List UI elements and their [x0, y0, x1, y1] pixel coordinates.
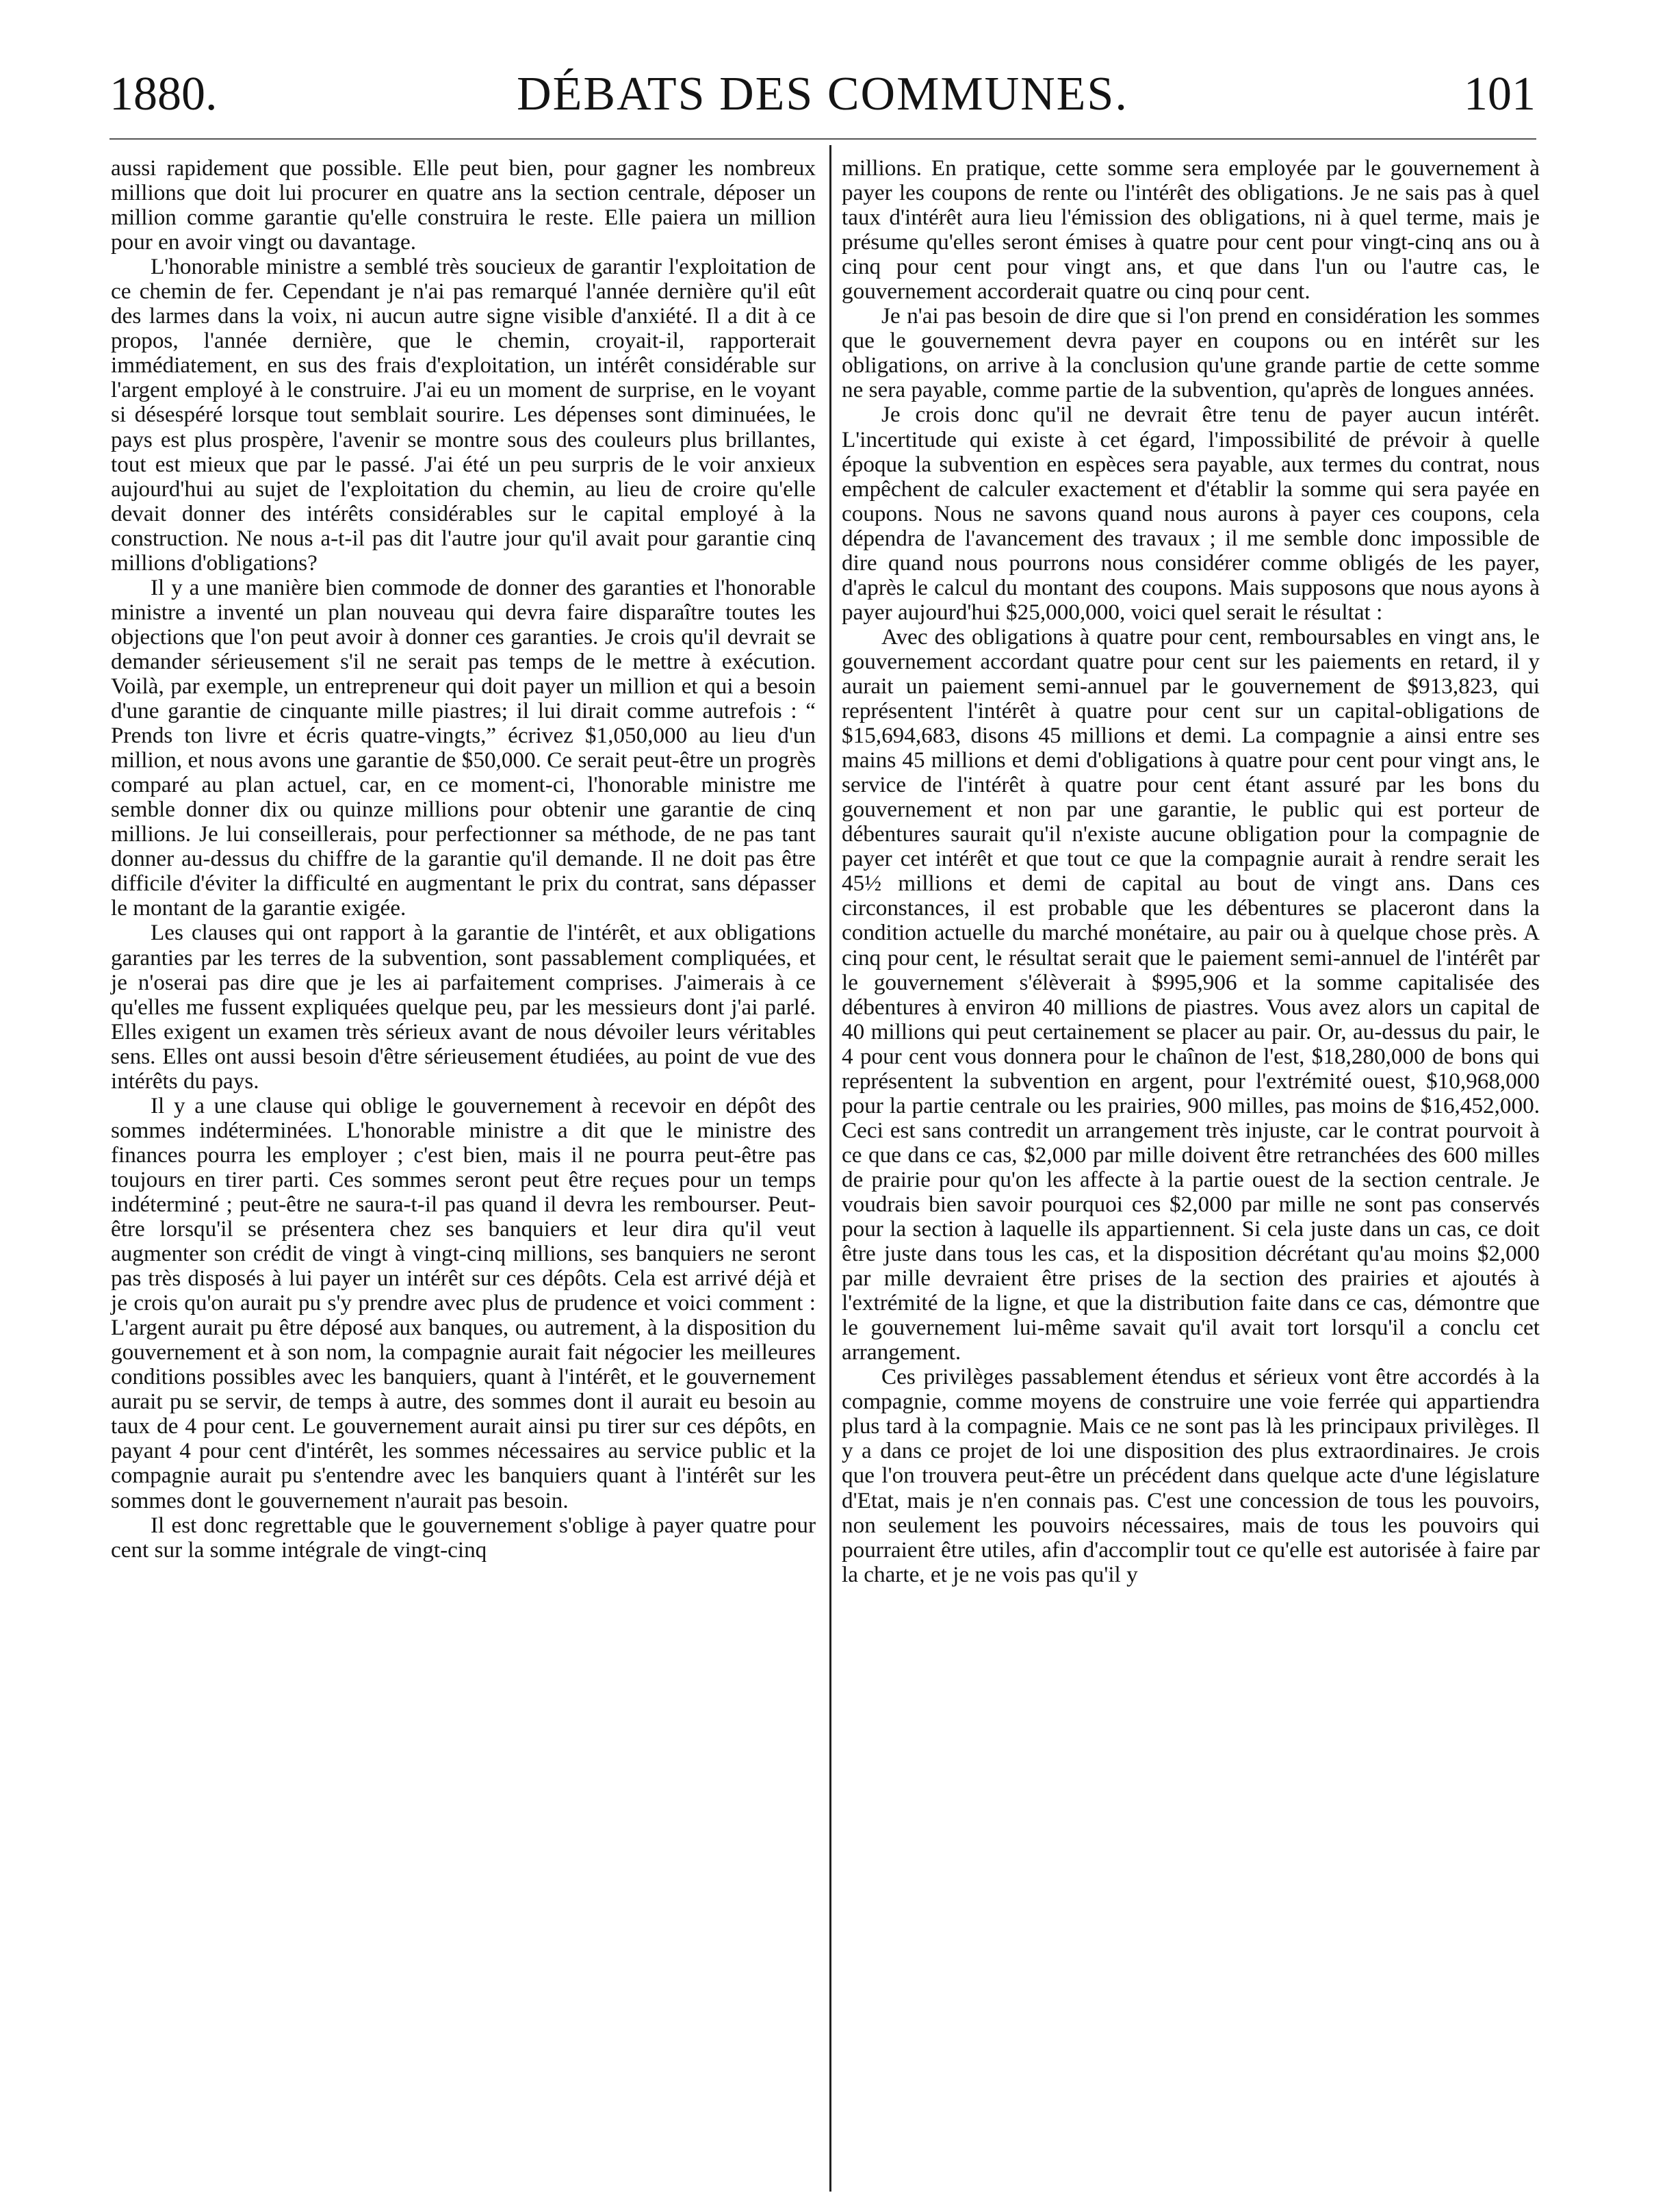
- right-column: [842, 156, 1540, 2189]
- paragraph: Les clauses qui ont rapport à la garantie de l'intérêt, et aux obligations garanties par les terres de la subvention, sont passablement compliquées, et je n'oserai pas dire que je les ai parfaitement comprises. J'aimerais à ce qu'elles me fussent expliquées quelque peu, par les messieurs dont j'ai parlé. Elles exigent un examen très sérieux avant de nous dévoiler leurs véritables sens. Elles ont aussi besoin d'être sérieusement étudiées, au point de vue des intérêts du pays.: [111, 920, 816, 1094]
- paragraph: Il y a une manière bien commode de donner des garanties et l'honorable ministre a inventé un plan nouveau qui devra faire disparaître toutes les objections que l'on peut avoir à donner ces garanties. Je crois qu'il devrait se demander sérieusement s'il ne serait pas temps de le mettre à exécution. Voilà, par exemple, un entrepreneur qui doit payer un million et qui a besoin d'une garantie de cinquante mille piastres; il lui dirait comme autrefois : “ Prends ton livre et écris quatre-vingts,” écrivez $1,050,000 au lieu d'un million, et nous avons une garantie de $50,000. Ce serait peut-être un progrès comparé au plan actuel, car, en ce moment-ci, l'honorable ministre me semble donner dix ou quinze millions pour obtenir une garantie de cinq millions. Je lui conseillerais, pour perfectionner sa méthode, de ne pas tant donner au-dessus du chiffre de la garantie qu'il demande. Il ne doit pas être difficile d'éviter la difficulté en augmentant le prix du contrat, sans dépasser le montant de la garantie exigée.: [111, 574, 816, 921]
- paragraph: L'honorable ministre a semblé très soucieux de garantir l'exploitation de ce chemin de fer. Cependant je n'ai pas remarqué l'année dernière qu'il eût des larmes dans la voix, ni aucun autre signe visible d'anxiété. Il a dit à ce propos, l'année dernière, que le chemin, croyait-il, rapporterait immédiatement, en sus des frais d'exploitation, un intérêt considérable sur l'argent employé à le construire. J'ai eu un moment de surprise, en le voyant si désespéré lorsque tout semblait sourire. Les dépenses sont diminuées, le pays est plus prospère, l'avenir se montre sous des couleurs plus brillantes, tout est mieux que par le passé. J'ai été un peu surpris de le voir anxieux aujourd'hui au sujet de l'exploitation du chemin, au lieu de croire qu'elle devait donner des intérêts considérables sur le capital employé à la construction. Ne nous a-t-il pas dit l'autre jour qu'il avait pour garantie cinq millions d'obligations?: [111, 254, 816, 576]
- paragraph: Je n'ai pas besoin de dire que si l'on prend en considération les sommes que le gouvernement devra payer en coupons ou en intérêt sur les obligations, on arrive à la conclusion qu'une grande partie de cette somme ne sera payable, comme partie de la subvention, qu'après de longues années.: [842, 303, 1540, 403]
- paragraph: Ces privilèges passablement étendus et sérieux vont être accordés à la compagnie, comme moyens de construire une voie ferrée qui appartiendra plus tard à la compagnie. Mais ce ne sont pas là les principaux privilèges. Il y a dans ce projet de loi une disposition des plus extraordinaires. Je crois que l'on trouvera peut-être un précédent dans quelque acte d'une législature d'Etat, mais je n'en connais pas. C'est une concession de tous les pouvoirs, non seulement les pouvoirs nécessaires, mais de tous les pouvoirs qui pourraient être utiles, afin d'accomplir tout ce qu'elle est autorisée à faire par la charte, et je ne vois pas qu'il y: [842, 1364, 1540, 1587]
- paragraph: millions. En pratique, cette somme sera employée par le gouvernement à payer les coupons de rente ou l'intérêt des obligations. Je ne sais pas à quel taux d'intérêt aura lieu l'émission des obligations, ni à quel terme, mais je présume qu'elles seront émises à quatre pour cent pour vingt-cinq ans ou à cinq pour cent pour vingt ans, et que dans l'un ou l'autre cas, le gouvernement accorderait quatre ou cinq pour cent.: [842, 155, 1540, 305]
- page-header: [109, 67, 1536, 136]
- header-rule: [109, 138, 1536, 140]
- header-page-number: 101: [1464, 68, 1536, 120]
- header-year: 1880.: [109, 68, 218, 120]
- paragraph: Il est donc regrettable que le gouvernement s'oblige à payer quatre pour cent sur la somme intégrale de vingt-cinq: [111, 1512, 816, 1563]
- paragraph: Je crois donc qu'il ne devrait être tenu de payer aucun intérêt. L'incertitude qui existe à cet égard, l'impossibilité de prévoir à quelle époque la subvention en espèces sera payable, aux termes du contrat, nous empêchent de calculer exactement et d'établir la somme qui sera payée en coupons. Nous ne savons quand nous aurons à payer ces coupons, cela dépendra de l'avancement des travaux ; il me semble donc impossible de dire quand nous pourrons nous considérer comme obligés de les payer, d'après le calcul du montant des coupons. Mais supposons que nous ayons à payer aujourd'hui $25,000,000, voici quel serait le résultat :: [842, 402, 1540, 625]
- paragraph: aussi rapidement que possible. Elle peut bien, pour gagner les nombreux millions que doit lui procurer en quatre ans la section centrale, déposer un million comme garantie qu'elle construira le reste. Elle paiera un million pour en avoir vingt ou davantage.: [111, 155, 816, 255]
- column-divider: [829, 145, 831, 2192]
- paragraph: Avec des obligations à quatre pour cent, remboursables en vingt ans, le gouvernement accordant quatre pour cent sur les paiements en retard, il y aurait un paiement semi-annuel par le gouvernement de $913,823, qui représentent l'intérêt à quatre pour cent sur un capital-obligations de $15,694,683, disons 45 millions et demi. La compagnie a ainsi entre ses mains 45 millions et demi d'obligations à quatre pour cent pour vingt ans, le service de l'intérêt à quatre pour cent étant assuré par les bons du gouvernement et non par une garantie, le public qui est porteur de débentures saurait qu'il n'existe aucune obligation pour la compagnie de payer cet intérêt et que tout ce que la compagnie aurait à rendre serait les 45½ millions et demi de capital au bout de vingt ans. Dans ces circonstances, il est probable que les débentures se placeront dans la condition actuelle du marché monétaire, au pair ou à quelque chose près. A cinq pour cent, le résultat serait que le paiement semi-annuel de l'intérêt par le gouvernement s'élèverait à $995,906 et la somme capitalisée des débentures à environ 40 millions de piastres. Vous avez alors un capital de 40 millions qui peut certainement se placer au pair. Or, au-dessus du pair, le 4 pour cent vous donnera pour le chaînon de l'est, $18,280,000 de bons qui représentent la subvention en argent, pour l'extrémité ouest, $10,968,000 pour la partie centrale ou les prairies, 900 milles, pas moins de $16,452,000. Ceci est sans contredit un arrangement très injuste, car le contrat pourvoit à ce que dans ce cas, $2,000 par mille doivent être retranchées des 600 milles de prairie pour qu'on les affecte à la partie ouest de la section centrale. Je voudrais bien savoir pourquoi ces $2,000 par mille ne sont pas conservés pour la section à laquelle ils appartiennent. Si cela juste dans un cas, ce doit être juste dans tous les cas, et la disposition décrétant qu'au moins $2,000 par mille devraient être prises de la section des prairies et ajoutés à l'extrémité de la ligne, et que la distribution faite dans ce cas, démontre que le gouvernement lui-même savait qu'il avait tort lorsqu'il a conclu cet arrangement.: [842, 624, 1540, 1365]
- left-column: [111, 156, 816, 2189]
- paragraph: Il y a une clause qui oblige le gouvernement à recevoir en dépôt des sommes indéterminées. L'honorable ministre a dit que le ministre des finances pourra les employer ; c'est bien, mais il ne pourra peut-être pas toujours en tirer parti. Ces sommes seront peut être reçues pour un temps indéterminé ; peut-être ne saura-t-il pas quand il devra les rembourser. Peut-être lorsqu'il se présentera chez ses banquiers et leur dira qu'il veut augmenter son crédit de vingt à vingt-cinq millions, ses banquiers ne seront pas très disposés à lui payer un intérêt sur ces dépôts. Cela est arrivé déjà et je crois qu'on aurait pu s'y prendre avec plus de prudence et voici comment : L'argent aurait pu être déposé aux banques, ou autrement, à la disposition du gouvernement et à son nom, la compagnie aurait fait négocier les meilleures conditions possibles avec les banquiers, quant à l'intérêt, et le gouvernement aurait pu se servir, de temps à autre, des sommes dont il aurait eu besoin au taux de 4 pour cent. Le gouvernement aurait ainsi pu tirer sur ces dépôts, en payant 4 pour cent d'intérêt, les sommes nécessaires au service public et la compagnie aurait pu s'entendre avec les banquiers quant à l'intérêt sur les sommes dont le gouvernement n'aurait pas besoin.: [111, 1092, 816, 1513]
- header-title: DÉBATS DES COMMUNES.: [517, 68, 1128, 120]
